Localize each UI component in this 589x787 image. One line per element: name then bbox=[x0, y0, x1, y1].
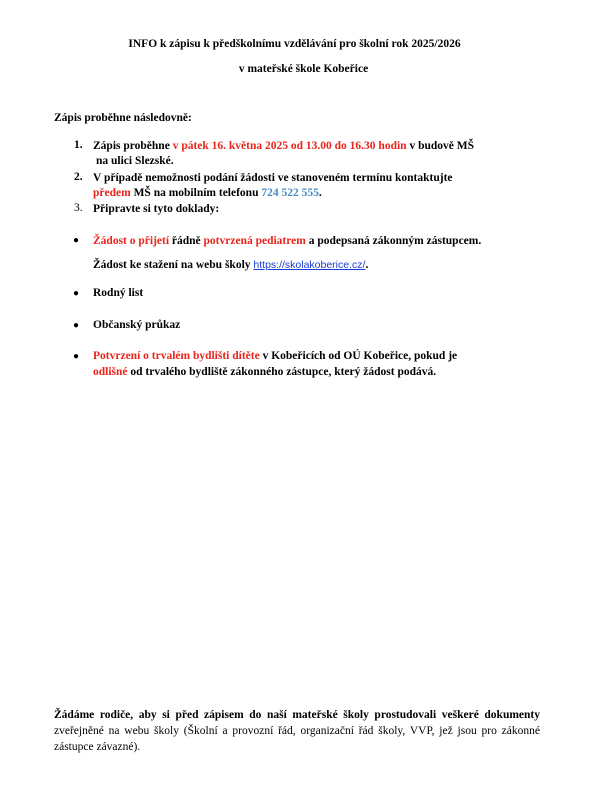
bullet-icon: ● bbox=[73, 351, 80, 362]
item-2-number: 2. bbox=[74, 171, 83, 183]
doc-4-red2: odlišné bbox=[93, 366, 128, 378]
page-subtitle: v mateřské škole Kobeřice bbox=[238, 63, 369, 75]
footer-bold: Žádáme rodiče, aby si před zápisem do naší mateřské školy prostudovali veškeré dokumenty bbox=[54, 709, 540, 721]
item-3-text: Připravte si tyto doklady: bbox=[93, 203, 220, 215]
bullet-icon: ● bbox=[73, 320, 80, 331]
item-2-text bbox=[93, 171, 540, 201]
doc-1-red2: potvrzená pediatrem bbox=[203, 235, 306, 247]
item-1-text bbox=[93, 139, 540, 169]
doc-1-download-text: Žádost ke stažení na webu školy bbox=[93, 259, 254, 271]
document-item-id-card: Občanský průkaz bbox=[93, 319, 181, 331]
school-website-link[interactable]: https://skolakoberice.cz/ bbox=[253, 259, 366, 271]
item-2-emphasis: předem bbox=[93, 187, 131, 199]
item-1-number: 1. bbox=[74, 139, 83, 151]
bullet-icon: ● bbox=[73, 235, 80, 246]
item-1-date: v pátek 16. května 2025 od 13.00 do 16.30 hodin bbox=[172, 140, 407, 152]
doc-1-link-end: . bbox=[365, 259, 369, 271]
document-item-residence bbox=[93, 348, 540, 380]
doc-4-text1: v Kobeřicích od OÚ Kobeřice, pokud je bbox=[259, 350, 458, 362]
footer-note bbox=[54, 707, 540, 755]
item-2-phone: 724 522 555 bbox=[261, 187, 319, 199]
item-3-number: 3. bbox=[74, 202, 83, 214]
intro-heading: Zápis proběhne následovně: bbox=[54, 112, 192, 124]
doc-1-text2: a podepsaná zákonným zástupcem. bbox=[305, 235, 482, 247]
document-item-application bbox=[93, 233, 540, 249]
item-2-part1: V případě nemožnosti podání žádosti ve stanoveném termínu kontaktujte bbox=[93, 172, 453, 184]
item-2-part4: . bbox=[318, 187, 322, 199]
footer-normal: zveřejněné na webu školy (Školní a provozní řád, organizační řád školy, VVP, jež jsou pro zákonné zástupce závazné). bbox=[54, 725, 540, 753]
document-download-line bbox=[93, 257, 540, 273]
document-item-birth-certificate: Rodný list bbox=[93, 287, 144, 299]
item-1-line2: na ulici Slezské. bbox=[96, 155, 174, 167]
item-1-part1: Zápis proběhne bbox=[93, 140, 173, 152]
doc-1-red1: Žádost o přijetí bbox=[93, 235, 170, 247]
item-1-part3: v budově MŠ bbox=[406, 140, 474, 152]
bullet-icon: ● bbox=[73, 288, 80, 299]
page-title: INFO k zápisu k předškolnímu vzdělávání pro školní rok 2025/2026 bbox=[128, 38, 461, 50]
doc-4-text2: od trvalého bydliště zákonného zástupce, který žádost podává. bbox=[127, 366, 437, 378]
doc-4-red1: Potvrzení o trvalém bydlišti dítěte bbox=[93, 350, 260, 362]
doc-1-text1: řádně bbox=[169, 235, 204, 247]
item-2-part3: MŠ na mobilním telefonu bbox=[130, 187, 262, 199]
